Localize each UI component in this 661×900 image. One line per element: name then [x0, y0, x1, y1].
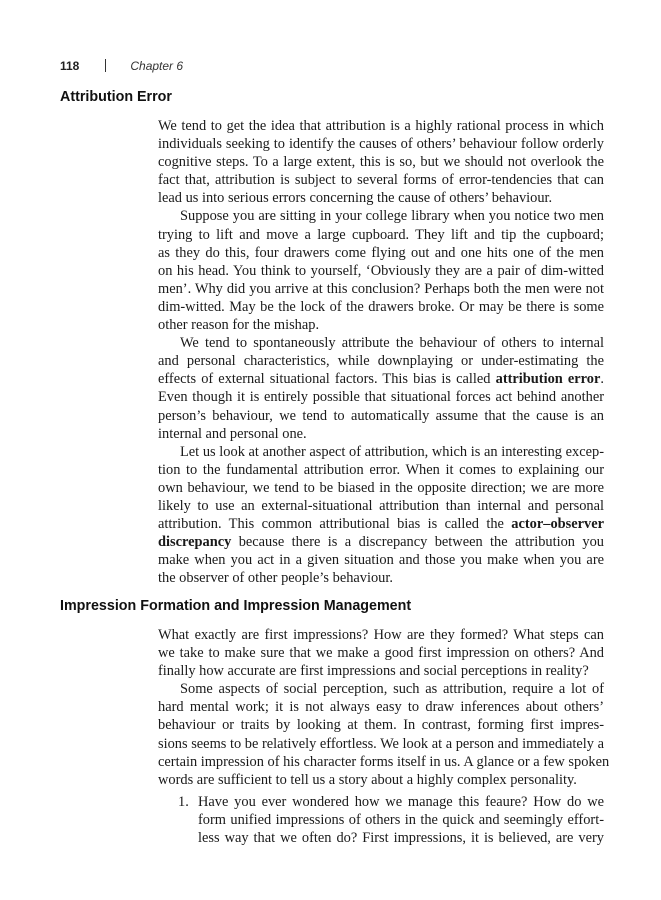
text-line: cognitive steps. To a large extent, this is so, but we should not overlook the	[158, 154, 604, 171]
text-line: effects of external situational factors. This bias is called attribution error.	[158, 371, 604, 388]
text-line: behaviour or traits by looking at them. In contrast, forming first impres-	[158, 717, 604, 734]
text-line: discrepancy because there is a discrepancy between the attribution you	[158, 534, 604, 551]
section-heading-impression-formation: Impression Formation and Impression Management	[60, 598, 412, 614]
text-line: make when you act in a given situation and those you make when you are	[158, 552, 604, 569]
text-line: trying to lift and move a large cupboard. They lift and tip the cupboard;	[158, 226, 604, 243]
text-line: own behaviour, we tend to be biased in the opposite direction; we are more	[158, 479, 604, 496]
term-discrepancy: discrepancy	[158, 534, 232, 551]
text-line: fact that, attribution is subject to several forms of error-tendencies that can	[158, 172, 604, 189]
text-line: the observer of other people’s behaviour.	[158, 570, 393, 587]
text-line: tion to the fundamental attribution error. When it comes to explaining our	[158, 461, 604, 478]
header-divider	[105, 59, 106, 72]
text-line: sions seems to be relatively effortless. We look at a person and immediately a	[158, 735, 604, 752]
text-line: What exactly are first impressions? How are they formed? What steps can	[158, 627, 604, 643]
text-line: Let us look at another aspect of attribution, which is an interesting excep-	[180, 443, 604, 460]
page-number: 118	[60, 59, 80, 73]
text-line: finally how accurate are first impressions and social perceptions in reality?	[158, 663, 589, 680]
list-item-number: 1.	[178, 794, 189, 810]
text-line: Suppose you are sitting in your college library when you notice two men	[180, 208, 604, 225]
text-line: hard mental work; it is not always easy to draw inferences about others’	[158, 699, 604, 716]
text-line: Have you ever wondered how we manage this feaure? How do we	[198, 794, 604, 810]
list-item-text	[198, 793, 604, 847]
numbered-list	[178, 793, 604, 847]
term-attribution-error: attribution error	[495, 371, 601, 388]
text-line: person’s behaviour, we tend to automatically assume that the cause is an	[158, 407, 604, 424]
text-line: lead us into serious errors concerning the cause of others’ behaviour.	[158, 190, 553, 207]
text-line: individuals seeking to identify the causes of others’ behaviour follow orderly	[158, 136, 604, 153]
text-line: words are sufficient to tell us a story about a highly complex personality.	[158, 771, 577, 788]
text-line: Some aspects of social perception, such as attribution, require a lot of	[180, 681, 604, 698]
term-actor-observer: actor–observer	[511, 516, 604, 533]
text-line: we take to make sure that we make a good first impression on others? And	[158, 645, 604, 662]
text-line: less way that we often do? First impressions, it is believed, are very	[198, 830, 604, 847]
text-line: attribution. This common attributional bias is called the actor–observer	[158, 516, 604, 533]
chapter-label: Chapter 6	[130, 59, 184, 73]
text-line: certain impression of his character forms itself in us. A glance or a few spoken	[158, 753, 610, 770]
text-line: dim-witted. May be the lock of the drawers broke. Or may be there is some	[158, 298, 604, 315]
list-item	[178, 793, 604, 847]
text-line: and personal characteristics, while downplaying or under-estimating the	[158, 353, 604, 370]
text-line: likely to use an external-situational attribution than internal and personal	[158, 497, 604, 514]
text-line: on his head. You think to yourself, ‘Obviously they are a pair of dim-witted	[158, 262, 604, 279]
text-line: as they do this, four drawers come flying out and one hits one of the men	[158, 244, 604, 261]
text-line: We tend to spontaneously attribute the behaviour of others to internal	[180, 335, 604, 352]
section-heading-attribution-error: Attribution Error	[60, 89, 172, 105]
text-line: other reason for the mishap.	[158, 317, 320, 334]
section-body-impression-formation	[158, 626, 610, 789]
text-line: men’. Why did you arrive at this conclusion? Perhaps both the men were not	[158, 280, 604, 297]
text-line: internal and personal one.	[158, 425, 307, 442]
running-header	[60, 59, 183, 73]
text-line: We tend to get the idea that attribution is a highly rational process in which	[158, 118, 604, 134]
text-line: Even though it is entirely possible that situational forces act behind another	[158, 389, 604, 406]
section-body-attribution-error	[158, 117, 604, 587]
text-line: form unified impressions of others in the quick and seemingly effort-	[198, 812, 604, 829]
